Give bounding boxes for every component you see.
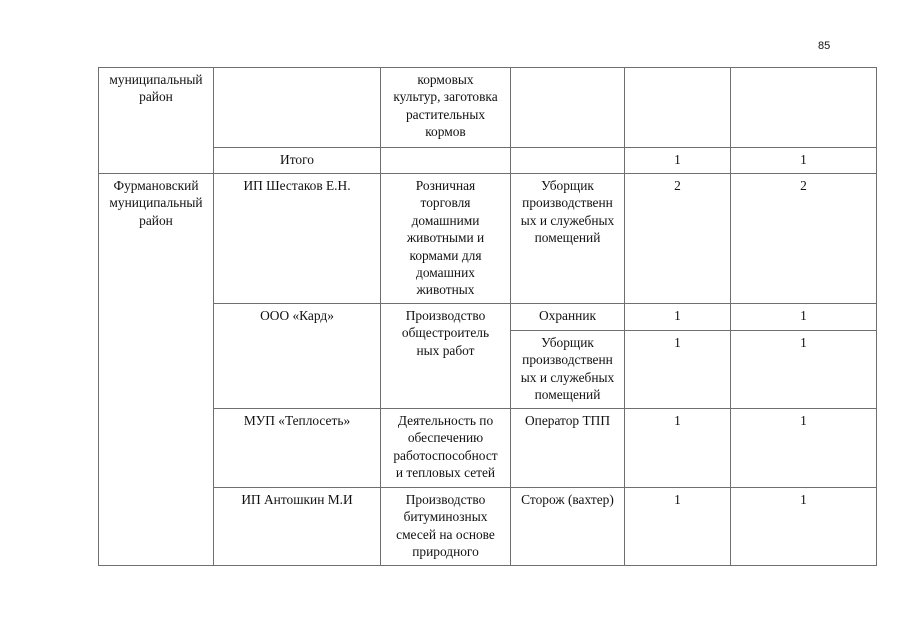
count-cell: 1	[731, 304, 877, 331]
organization-cell: ООО «Кард»	[214, 304, 381, 409]
count-cell: 2	[625, 174, 731, 304]
position-cell	[511, 148, 625, 174]
table-row	[99, 409, 877, 488]
position-cell: Уборщик производственн ых и служебных помещений	[511, 174, 625, 304]
count-cell: 1	[625, 409, 731, 488]
organization-cell: ИП Шестаков Е.Н.	[214, 174, 381, 304]
employment-table	[98, 67, 877, 566]
position-cell: Оператор ТПП	[511, 409, 625, 488]
count-cell	[625, 68, 731, 148]
table-row	[99, 68, 877, 148]
count-cell: 1	[625, 331, 731, 409]
activity-cell: Производство общестроитель ных работ	[381, 304, 511, 409]
position-cell: Уборщик производственн ых и служебных помещений	[511, 331, 625, 409]
count-cell: 1	[731, 409, 877, 488]
count-cell: 1	[731, 331, 877, 409]
position-cell	[511, 68, 625, 148]
count-cell	[731, 68, 877, 148]
table-row	[99, 148, 877, 174]
page-number: 85	[818, 40, 831, 52]
organization-cell	[214, 68, 381, 148]
count-cell: 1	[731, 488, 877, 566]
activity-cell: Розничная торговля домашними животными и кормами для домашних животных	[381, 174, 511, 304]
activity-cell: Производство битуминозных смесей на основе природного	[381, 488, 511, 566]
table-row	[99, 488, 877, 566]
count-cell: 2	[731, 174, 877, 304]
count-cell: 1	[625, 488, 731, 566]
organization-cell: ИП Антошкин М.И	[214, 488, 381, 566]
organization-cell: МУП «Теплосеть»	[214, 409, 381, 488]
position-cell: Охранник	[511, 304, 625, 331]
count-cell: 1	[625, 304, 731, 331]
table-row	[99, 304, 877, 331]
activity-cell	[381, 148, 511, 174]
district-cell	[99, 148, 214, 174]
activity-cell: кормовых культур, заготовка растительных кормов	[381, 68, 511, 148]
district-cell: Фурмановский муниципальный район	[99, 174, 214, 566]
count-cell: 1	[625, 148, 731, 174]
organization-cell: Итого	[214, 148, 381, 174]
table-row	[99, 174, 877, 304]
count-cell: 1	[731, 148, 877, 174]
activity-cell: Деятельность по обеспечению работоспособност и тепловых сетей	[381, 409, 511, 488]
district-cell: муниципальный район	[99, 68, 214, 148]
position-cell: Сторож (вахтер)	[511, 488, 625, 566]
